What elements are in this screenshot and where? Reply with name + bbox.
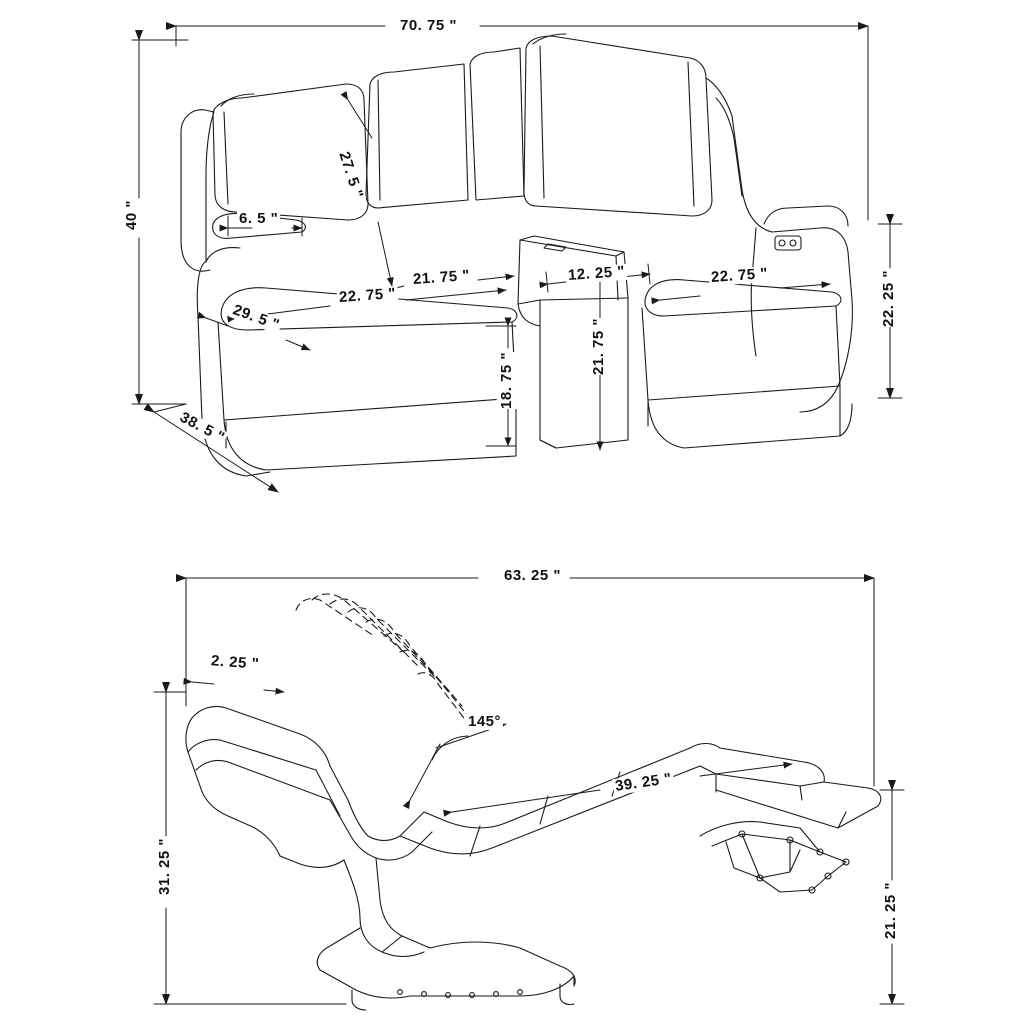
dim-label-reclined-height: 31. 25 " (156, 838, 173, 895)
dim-label-overall-width: 70. 75 " (400, 17, 457, 34)
dim-label-overall-height: 40 " (123, 200, 140, 230)
recline-angle-value: 145 (468, 713, 495, 730)
dim-label-seat-depth-left: 22. 75 " (338, 285, 397, 306)
dim-label-console-width: 12. 25 " (567, 263, 626, 284)
front-view-dimension-lines (132, 26, 902, 492)
dim-label-console-height: 21. 75 " (590, 318, 607, 375)
dim-label-seat-width-left: 21. 75 " (412, 267, 471, 288)
dim-label-back-height: 27. 5 " (335, 149, 367, 201)
sofa-front-view-geometry (181, 34, 852, 476)
dim-label-wall-clearance: 2. 25 " (210, 652, 260, 673)
dim-label-seat-height: 18. 75 " (498, 352, 515, 409)
dim-label-recline-angle (466, 714, 503, 730)
dim-label-footrest-height: 21. 25 " (882, 882, 899, 939)
degree-symbol: ° (494, 713, 502, 730)
recliner-side-view-geometry (186, 594, 881, 1010)
dim-label-arm-width: 6. 5 " (239, 210, 279, 227)
dim-label-reclined-seat-length: 39. 25 " (614, 770, 673, 795)
dim-label-overall-depth: 38. 5 " (177, 408, 228, 447)
dim-label-arm-height: 22. 25 " (880, 270, 897, 327)
dim-label-side-depth: 29. 5 " (230, 301, 282, 334)
dim-label-seat-width-right: 22. 75 " (710, 265, 769, 286)
dim-label-reclined-length: 63. 25 " (504, 567, 561, 584)
